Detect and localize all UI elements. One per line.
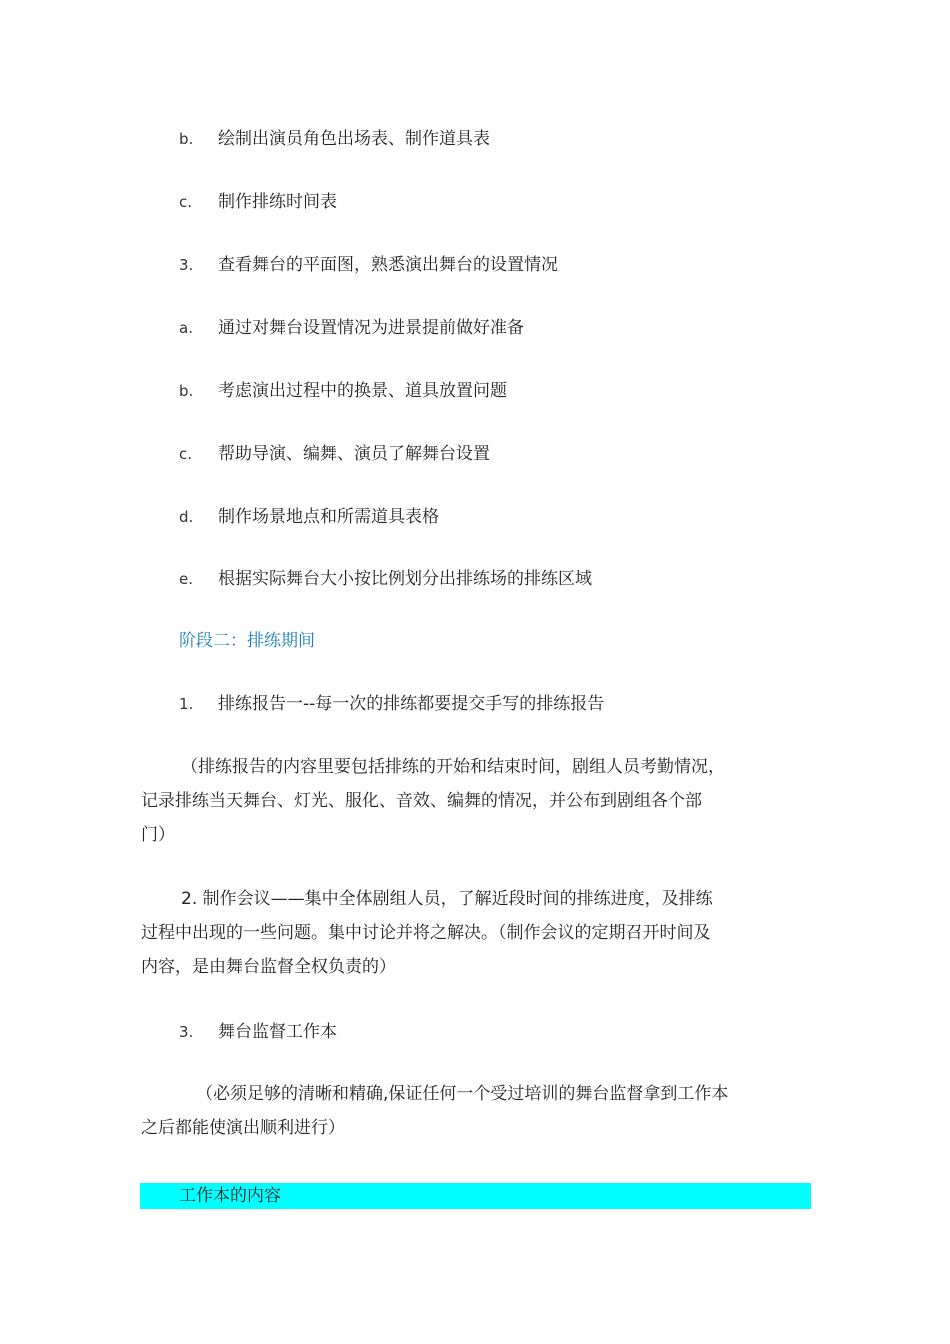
list-marker: b. bbox=[179, 382, 194, 400]
list-marker: 1. bbox=[179, 695, 194, 713]
paragraph-line: 2. 制作会议——集中全体剧组人员，了解近段时间的排练进度，及排练 bbox=[181, 889, 713, 909]
paragraph-line: 记录排练当天舞台、灯光、服化、音效、编舞的情况，并公布到剧组各个部 bbox=[141, 791, 702, 811]
highlighted-heading: 工作本的内容 bbox=[179, 1186, 281, 1206]
paragraph-line: 门） bbox=[141, 825, 175, 845]
list-text: 舞台监督工作本 bbox=[218, 1022, 337, 1042]
list-marker: b. bbox=[179, 130, 194, 148]
rehearsal-report-note bbox=[141, 750, 821, 852]
list-text: 帮助导演、编舞、演员了解舞台设置 bbox=[218, 444, 490, 464]
workbook-note bbox=[141, 1077, 821, 1145]
section-heading: 阶段二：排练期间 bbox=[179, 631, 315, 651]
paragraph-line: 之后都能使演出顺利进行） bbox=[141, 1118, 345, 1138]
list-text: 绘制出演员角色出场表、制作道具表 bbox=[218, 129, 490, 149]
list-text: 制作排练时间表 bbox=[218, 192, 337, 212]
paragraph-line: （排练报告的内容里要包括排练的开始和结束时间，剧组人员考勤情况， bbox=[181, 757, 725, 777]
highlighted-heading-bar bbox=[140, 1183, 811, 1209]
list-marker: c. bbox=[179, 445, 193, 463]
paragraph-line: （必须足够的清晰和精确,保证任何一个受过培训的舞台监督拿到工作本 bbox=[196, 1084, 729, 1104]
list-marker: d. bbox=[179, 508, 194, 526]
paragraph-line: 过程中出现的一些问题。集中讨论并将之解决。（制作会议的定期召开时间及 bbox=[141, 923, 711, 943]
list-marker: 3. bbox=[179, 256, 194, 274]
production-meeting-paragraph bbox=[141, 882, 821, 984]
list-text: 排练报告一--每一次的排练都要提交手写的排练报告 bbox=[218, 694, 605, 714]
list-text: 查看舞台的平面图，熟悉演出舞台的设置情况 bbox=[218, 255, 558, 275]
list-text: 考虑演出过程中的换景、道具放置问题 bbox=[218, 381, 507, 401]
list-text: 通过对舞台设置情况为进景提前做好准备 bbox=[218, 318, 524, 338]
list-marker: 3. bbox=[179, 1023, 194, 1041]
list-marker: a. bbox=[179, 319, 193, 337]
paragraph-line: 内容，是由舞台监督全权负责的） bbox=[141, 957, 396, 977]
list-marker: c. bbox=[179, 193, 193, 211]
list-text: 根据实际舞台大小按比例划分出排练场的排练区域 bbox=[218, 569, 592, 589]
list-text: 制作场景地点和所需道具表格 bbox=[218, 507, 439, 527]
list-marker: e. bbox=[179, 570, 193, 588]
